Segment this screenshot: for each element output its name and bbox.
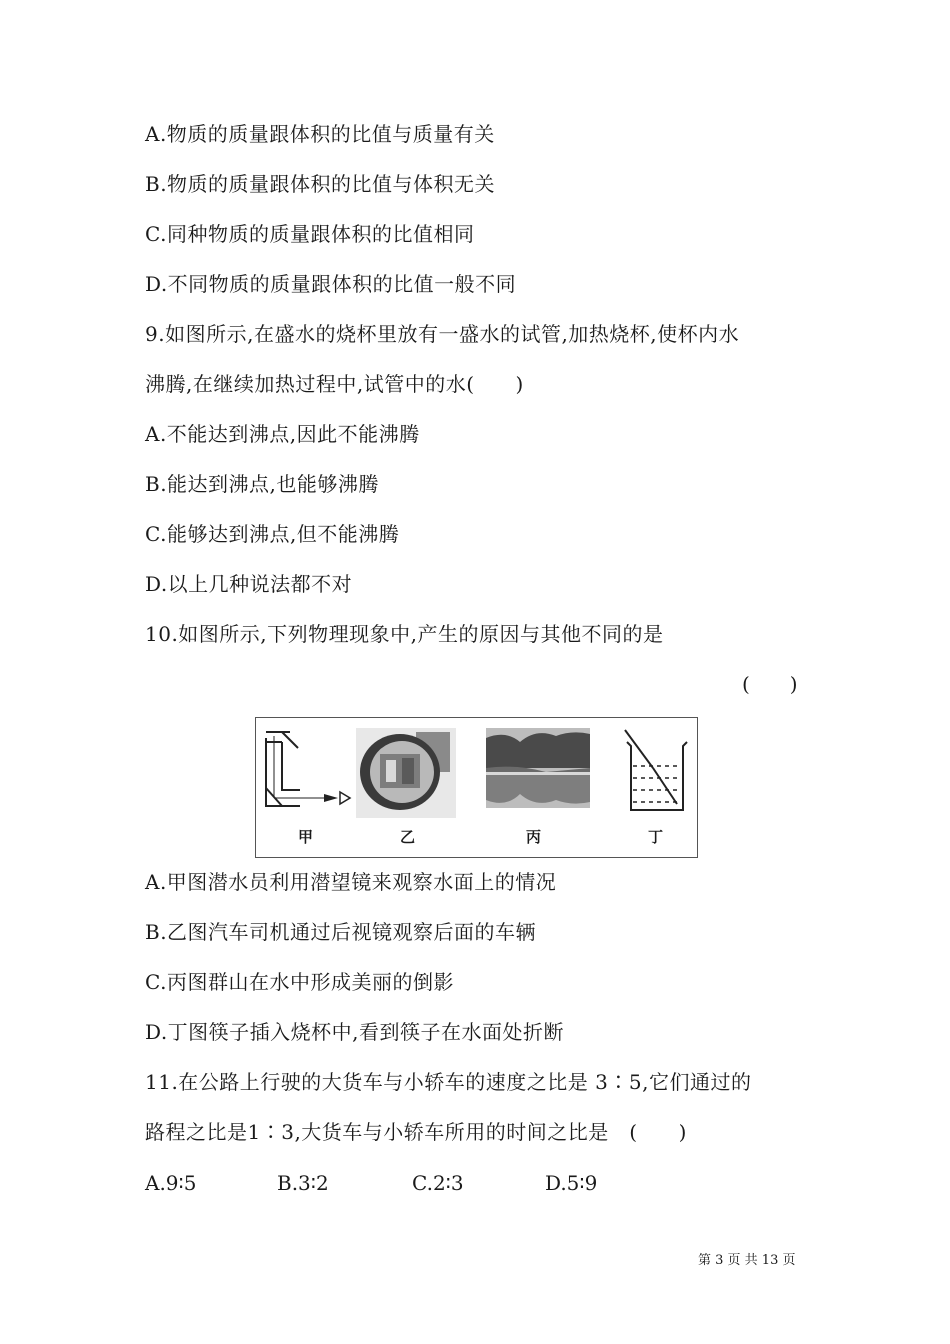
q11-option-a: A.9∶5 [145, 1171, 197, 1195]
q10-option-d: D.丁图筷子插入烧杯中,看到筷子在水面处折断 [145, 1020, 565, 1044]
q11-option-b: B.3∶2 [277, 1171, 329, 1195]
q11-stem-line1: 11.在公路上行驶的大货车与小轿车的速度之比是 3∶5,它们通过的 [145, 1070, 752, 1094]
q10-answer-paren: ( ) [742, 672, 798, 696]
q11-stem-line2: 路程之比是1∶3,大货车与小轿车所用的时间之比是 ( ) [145, 1120, 687, 1144]
q9-stem-line2: 沸腾,在继续加热过程中,试管中的水( ) [145, 372, 524, 396]
q9-stem-line1: 9.如图所示,在盛水的烧杯里放有一盛水的试管,加热烧杯,使杯内水 [145, 322, 740, 346]
q9-option-d: D.以上几种说法都不对 [145, 572, 353, 596]
caption-ding: 丁 [648, 828, 664, 846]
q10-figure [255, 717, 698, 858]
beaker-chopstick-image [621, 728, 691, 818]
q10-option-b: B.乙图汽车司机通过后视镜观察后面的车辆 [145, 920, 537, 944]
q11-option-c: C.2∶3 [412, 1171, 464, 1195]
caption-bing: 丙 [526, 828, 542, 846]
q8-option-d: D.不同物质的质量跟体积的比值一般不同 [145, 272, 517, 296]
q9-option-b: B.能达到沸点,也能够沸腾 [145, 472, 379, 496]
q9-option-a: A.不能达到沸点,因此不能沸腾 [145, 422, 420, 446]
q10-option-c: C.丙图群山在水中形成美丽的倒影 [145, 970, 454, 994]
caption-yi: 乙 [400, 828, 416, 846]
q10-stem: 10.如图所示,下列物理现象中,产生的原因与其他不同的是 [145, 622, 664, 646]
reflection-image [486, 728, 590, 808]
periscope-image [262, 728, 352, 818]
q8-option-a: A.物质的质量跟体积的比值与质量有关 [145, 122, 495, 146]
q9-option-c: C.能够达到沸点,但不能沸腾 [145, 522, 400, 546]
q8-option-c: C.同种物质的质量跟体积的比值相同 [145, 222, 475, 246]
q11-option-d: D.5∶9 [545, 1171, 598, 1195]
q8-option-b: B.物质的质量跟体积的比值与体积无关 [145, 172, 496, 196]
rearview-mirror-image [356, 728, 456, 818]
q10-option-a: A.甲图潜水员利用潜望镜来观察水面上的情况 [145, 870, 557, 894]
caption-jia: 甲 [298, 828, 314, 846]
page-footer: 第 3 页 共 13 页 [698, 1253, 796, 1268]
